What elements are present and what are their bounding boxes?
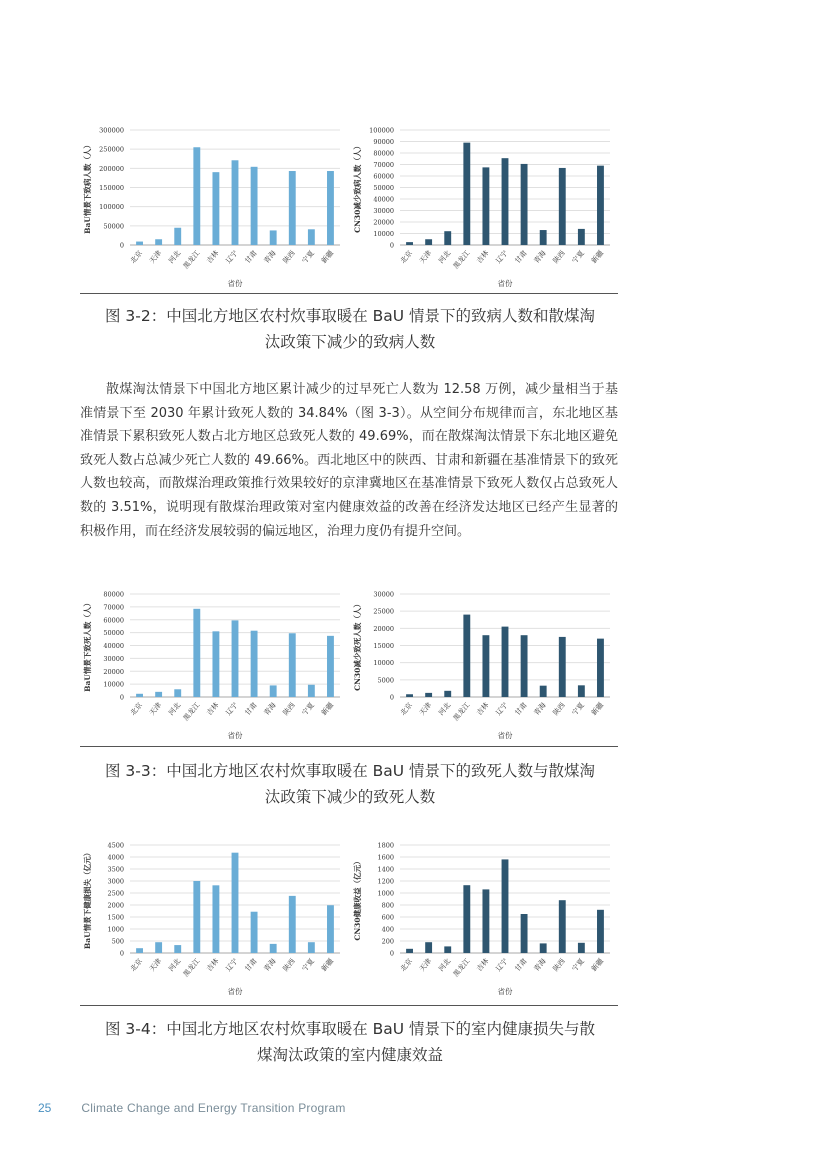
x-tick-label: 天津 bbox=[148, 249, 164, 266]
x-tick-label: 北京 bbox=[398, 701, 415, 718]
x-tick-label: 黑龙江 bbox=[451, 701, 472, 723]
x-tick-label: 陕西 bbox=[551, 957, 567, 974]
x-tick-label: 黑龙江 bbox=[181, 957, 202, 979]
y-tick-label: 25000 bbox=[373, 607, 394, 616]
y-tick-label: 1400 bbox=[377, 865, 394, 874]
x-tick-label: 新疆 bbox=[319, 249, 335, 266]
bar bbox=[463, 143, 470, 245]
y-tick-label: 30000 bbox=[103, 654, 124, 663]
y-tick-label: 4500 bbox=[107, 841, 124, 850]
bar bbox=[597, 166, 604, 245]
x-tick-label: 吉林 bbox=[475, 701, 491, 718]
bar bbox=[232, 620, 239, 697]
chart-cn30-illness bbox=[352, 127, 610, 289]
y-tick-label: 0 bbox=[389, 693, 394, 702]
bar bbox=[193, 147, 200, 245]
y-tick-label: 2000 bbox=[107, 901, 124, 910]
bar bbox=[174, 689, 181, 697]
bar bbox=[232, 853, 239, 953]
x-tick-label: 甘肃 bbox=[243, 701, 259, 718]
y-tick-label: 200000 bbox=[99, 164, 124, 173]
bar bbox=[270, 944, 277, 953]
x-tick-label: 新疆 bbox=[589, 701, 605, 718]
figure-3-2 bbox=[80, 118, 620, 290]
bar bbox=[155, 942, 162, 953]
x-axis-title: 省份 bbox=[227, 279, 243, 288]
y-tick-label: 400 bbox=[381, 925, 394, 934]
figure-3-4-caption-line2: 煤淘汰政策的室内健康效益 bbox=[256, 1046, 443, 1064]
x-tick-label: 宁夏 bbox=[300, 957, 316, 974]
figure-3-3-charts bbox=[80, 582, 620, 742]
x-tick-label: 陕西 bbox=[281, 249, 297, 266]
x-tick-label: 辽宁 bbox=[494, 701, 510, 718]
x-tick-label: 陕西 bbox=[281, 701, 297, 718]
y-tick-label: 0 bbox=[119, 949, 124, 958]
bar bbox=[578, 229, 585, 245]
x-tick-label: 天津 bbox=[418, 249, 434, 266]
y-tick-label: 1600 bbox=[377, 853, 394, 862]
bar bbox=[193, 881, 200, 953]
x-tick-label: 辽宁 bbox=[224, 701, 240, 718]
x-tick-label: 甘肃 bbox=[513, 957, 529, 974]
bar bbox=[270, 685, 277, 697]
bar bbox=[270, 230, 277, 245]
figure-3-2-caption-line1: 图 3-2：中国北方地区农村炊事取暖在 BaU 情景下的致病人数和散煤淘 bbox=[104, 307, 596, 325]
bar bbox=[463, 615, 470, 697]
x-tick-label: 天津 bbox=[148, 701, 164, 718]
y-tick-label: 600 bbox=[381, 913, 394, 922]
x-tick-label: 天津 bbox=[148, 957, 164, 974]
body-paragraph-block bbox=[80, 378, 618, 543]
y-tick-label: 1800 bbox=[377, 841, 394, 850]
x-tick-label: 青海 bbox=[262, 249, 278, 266]
bar bbox=[444, 231, 451, 245]
bar bbox=[482, 167, 489, 245]
x-axis-title: 省份 bbox=[227, 987, 243, 996]
y-tick-label: 50000 bbox=[103, 629, 124, 638]
x-tick-label: 河北 bbox=[167, 249, 183, 266]
x-tick-label: 甘肃 bbox=[513, 249, 529, 266]
bar bbox=[425, 239, 432, 245]
bar bbox=[425, 693, 432, 697]
y-tick-label: 200 bbox=[381, 937, 394, 946]
bar bbox=[444, 946, 451, 953]
x-tick-label: 甘肃 bbox=[243, 957, 259, 974]
figure-3-2-rule bbox=[80, 293, 618, 294]
bar bbox=[406, 694, 413, 697]
bar bbox=[521, 164, 528, 245]
y-tick-label: 250000 bbox=[99, 145, 124, 154]
bar bbox=[251, 912, 258, 953]
bar bbox=[406, 949, 413, 953]
x-tick-label: 新疆 bbox=[319, 957, 335, 974]
figure-3-4 bbox=[80, 833, 620, 998]
bar bbox=[174, 228, 181, 245]
figure-3-3-caption-line1: 图 3-3：中国北方地区农村炊事取暖在 BaU 情景下的致死人数与散煤淘 bbox=[104, 762, 596, 780]
bar bbox=[502, 627, 509, 697]
x-tick-label: 辽宁 bbox=[224, 249, 240, 266]
bar bbox=[540, 686, 547, 697]
y-tick-label: 70000 bbox=[373, 161, 394, 169]
figure-3-3-rule bbox=[80, 746, 618, 747]
figure-3-4-caption bbox=[80, 1016, 620, 1068]
y-tick-label: 1500 bbox=[107, 913, 124, 922]
bar bbox=[559, 900, 566, 953]
y-tick-label: 20000 bbox=[373, 218, 394, 227]
figure-3-3-caption bbox=[80, 758, 620, 810]
x-tick-label: 吉林 bbox=[205, 957, 221, 974]
y-tick-label: 80000 bbox=[373, 149, 394, 158]
y-axis-title: CN30健康收益（亿元） bbox=[353, 857, 362, 941]
x-tick-label: 辽宁 bbox=[494, 249, 510, 266]
y-tick-label: 10000 bbox=[103, 680, 124, 689]
y-tick-label: 10000 bbox=[373, 659, 394, 668]
bar bbox=[327, 171, 334, 245]
y-tick-label: 15000 bbox=[373, 642, 394, 650]
x-tick-label: 宁夏 bbox=[300, 249, 316, 266]
y-tick-label: 100000 bbox=[99, 203, 124, 212]
bar bbox=[136, 948, 143, 953]
bar bbox=[212, 885, 219, 953]
x-tick-label: 青海 bbox=[532, 249, 548, 266]
figure-3-2-charts bbox=[80, 118, 620, 290]
x-tick-label: 河北 bbox=[437, 249, 453, 266]
bar bbox=[559, 637, 566, 697]
bar bbox=[327, 905, 334, 953]
bar bbox=[578, 685, 585, 697]
chart-cn30-deaths bbox=[352, 591, 610, 741]
figure-3-2-caption-line2: 汰政策下减少的致病人数 bbox=[264, 333, 436, 351]
bar bbox=[521, 635, 528, 697]
bar bbox=[289, 896, 296, 953]
chart-cn30-health-benefit bbox=[352, 842, 610, 997]
y-tick-label: 1000 bbox=[107, 925, 124, 934]
figure-3-2-caption bbox=[80, 303, 620, 355]
bar bbox=[308, 229, 315, 245]
x-tick-label: 新疆 bbox=[589, 249, 605, 266]
x-tick-label: 吉林 bbox=[205, 701, 221, 718]
body-paragraph: 散煤淘汰情景下中国北方地区累计减少的过早死亡人数为 12.58 万例，减少量相当于基准情景下至 2030 年累计致死人数的 34.84%（图 3-3）。从空间分布规律而言，东北地区基准情景下累积致死人数占北方地区总致死人数的 49.69%，而在散煤淘汰情景下东北地区避免致死人数占总减少死亡人数的 49.66%。西北地区中的陕西、甘肃和新疆在基准情景下的致死人数也较高，而散煤治理政策推行效果较好的京津冀地区在基准情景下致死人数仅占总致死人数的 3.51%，说明现有散煤治理政策对室内健康效益的改善在经济发达地区已经产生显著的积极作用，而在经济发展较弱的偏远地区，治理力度仍有提升空间。 bbox=[80, 382, 618, 539]
x-tick-label: 天津 bbox=[418, 957, 434, 974]
bar bbox=[232, 160, 239, 245]
x-tick-label: 青海 bbox=[262, 957, 278, 974]
bar bbox=[406, 242, 413, 245]
y-tick-label: 20000 bbox=[103, 667, 124, 676]
x-axis-title: 省份 bbox=[497, 731, 513, 740]
x-tick-label: 宁夏 bbox=[570, 957, 586, 974]
x-tick-label: 河北 bbox=[437, 957, 453, 974]
bar bbox=[597, 910, 604, 953]
bar bbox=[327, 636, 334, 697]
x-axis-title: 省份 bbox=[497, 987, 513, 996]
x-tick-label: 宁夏 bbox=[570, 249, 586, 266]
y-tick-label: 100000 bbox=[369, 126, 394, 135]
bar bbox=[578, 943, 585, 953]
bar bbox=[155, 692, 162, 697]
y-tick-label: 0 bbox=[389, 949, 394, 958]
bar bbox=[308, 685, 315, 697]
x-tick-label: 河北 bbox=[167, 957, 183, 974]
y-tick-label: 60000 bbox=[103, 616, 124, 625]
bar bbox=[482, 635, 489, 697]
y-axis-title: BaU情景下致死人数（人） bbox=[83, 599, 92, 692]
figure-3-4-rule bbox=[80, 1005, 618, 1006]
x-tick-label: 甘肃 bbox=[513, 701, 529, 718]
bar bbox=[521, 914, 528, 953]
bar bbox=[174, 945, 181, 953]
bar bbox=[212, 631, 219, 697]
bar bbox=[444, 691, 451, 697]
y-tick-label: 3000 bbox=[107, 877, 124, 886]
y-tick-label: 40000 bbox=[373, 195, 394, 204]
bar bbox=[212, 172, 219, 245]
y-tick-label: 300000 bbox=[99, 126, 124, 135]
x-axis-title: 省份 bbox=[227, 731, 243, 740]
y-tick-label: 1200 bbox=[377, 877, 394, 886]
bar bbox=[251, 167, 258, 245]
x-tick-label: 新疆 bbox=[319, 701, 335, 718]
x-tick-label: 陕西 bbox=[551, 701, 567, 718]
x-tick-label: 青海 bbox=[532, 957, 548, 974]
x-tick-label: 陕西 bbox=[281, 957, 297, 974]
bar bbox=[136, 242, 143, 245]
bar bbox=[559, 168, 566, 245]
figure-3-3 bbox=[80, 582, 620, 742]
x-tick-label: 北京 bbox=[128, 957, 145, 974]
bar bbox=[136, 694, 143, 697]
bar bbox=[540, 943, 547, 953]
bar bbox=[155, 239, 162, 245]
y-tick-label: 2500 bbox=[107, 889, 124, 898]
x-tick-label: 宁夏 bbox=[300, 701, 316, 718]
figure-3-4-charts bbox=[80, 833, 620, 998]
bar bbox=[502, 859, 509, 953]
y-tick-label: 30000 bbox=[373, 590, 394, 599]
y-tick-label: 500 bbox=[111, 937, 124, 946]
x-tick-label: 陕西 bbox=[551, 249, 567, 266]
x-tick-label: 辽宁 bbox=[224, 957, 240, 974]
x-tick-label: 黑龙江 bbox=[181, 701, 202, 723]
x-tick-label: 辽宁 bbox=[494, 957, 510, 974]
y-tick-label: 70000 bbox=[103, 603, 124, 612]
x-tick-label: 青海 bbox=[262, 701, 278, 718]
x-tick-label: 宁夏 bbox=[570, 701, 586, 718]
page-number: 25 bbox=[38, 1101, 52, 1115]
y-axis-title: CN30减少致病人数（人） bbox=[353, 142, 362, 233]
program-name: Climate Change and Energy Transition Program bbox=[81, 1101, 346, 1115]
chart-bau-illness bbox=[82, 127, 340, 289]
bar bbox=[482, 889, 489, 953]
y-tick-label: 60000 bbox=[373, 172, 394, 181]
bar bbox=[597, 639, 604, 697]
x-tick-label: 吉林 bbox=[475, 957, 491, 974]
x-axis-title: 省份 bbox=[497, 279, 513, 288]
chart-bau-health-loss bbox=[82, 842, 340, 997]
x-tick-label: 河北 bbox=[167, 701, 183, 718]
y-tick-label: 3500 bbox=[107, 865, 124, 874]
x-tick-label: 黑龙江 bbox=[181, 249, 202, 271]
bar bbox=[425, 942, 432, 953]
bar bbox=[308, 942, 315, 953]
x-tick-label: 北京 bbox=[398, 249, 415, 266]
x-tick-label: 天津 bbox=[418, 701, 434, 718]
y-tick-label: 10000 bbox=[373, 230, 394, 238]
x-tick-label: 吉林 bbox=[205, 249, 221, 266]
x-tick-label: 黑龙江 bbox=[451, 957, 472, 979]
x-tick-label: 北京 bbox=[128, 249, 145, 266]
chart-bau-deaths bbox=[82, 591, 340, 741]
y-tick-label: 0 bbox=[389, 241, 394, 250]
y-tick-label: 800 bbox=[381, 901, 394, 910]
x-tick-label: 黑龙江 bbox=[451, 249, 472, 271]
x-tick-label: 青海 bbox=[532, 701, 548, 718]
bar bbox=[289, 171, 296, 245]
y-tick-label: 50000 bbox=[103, 222, 124, 231]
bar bbox=[463, 885, 470, 953]
y-tick-label: 30000 bbox=[373, 207, 394, 215]
x-tick-label: 河北 bbox=[437, 701, 453, 718]
y-tick-label: 40000 bbox=[103, 642, 124, 650]
bar bbox=[289, 633, 296, 697]
y-tick-label: 50000 bbox=[373, 184, 394, 192]
x-tick-label: 北京 bbox=[128, 701, 145, 718]
y-tick-label: 4000 bbox=[107, 853, 124, 862]
y-tick-label: 20000 bbox=[373, 624, 394, 633]
bar bbox=[502, 158, 509, 245]
figure-3-3-caption-line2: 汰政策下减少的致死人数 bbox=[264, 788, 436, 806]
y-tick-label: 0 bbox=[119, 693, 124, 702]
x-tick-label: 吉林 bbox=[475, 249, 491, 266]
y-axis-title: BaU情景下致病人数（人） bbox=[83, 141, 92, 234]
y-tick-label: 150000 bbox=[99, 184, 124, 192]
y-tick-label: 1000 bbox=[377, 889, 394, 898]
page-footer bbox=[38, 1101, 346, 1115]
figure-3-4-caption-line1: 图 3-4：中国北方地区农村炊事取暖在 BaU 情景下的室内健康损失与散 bbox=[104, 1020, 596, 1038]
y-tick-label: 0 bbox=[119, 241, 124, 250]
x-tick-label: 新疆 bbox=[589, 957, 605, 974]
y-axis-title: BaU情景下健康损失（亿元） bbox=[83, 848, 92, 950]
y-tick-label: 90000 bbox=[373, 138, 394, 146]
x-tick-label: 甘肃 bbox=[243, 249, 259, 266]
y-tick-label: 5000 bbox=[377, 676, 394, 685]
y-axis-title: CN30减少致死人数（人） bbox=[353, 600, 362, 691]
y-tick-label: 80000 bbox=[103, 590, 124, 599]
bar bbox=[540, 230, 547, 245]
x-tick-label: 北京 bbox=[398, 957, 415, 974]
bar bbox=[251, 631, 258, 697]
bar bbox=[193, 609, 200, 697]
